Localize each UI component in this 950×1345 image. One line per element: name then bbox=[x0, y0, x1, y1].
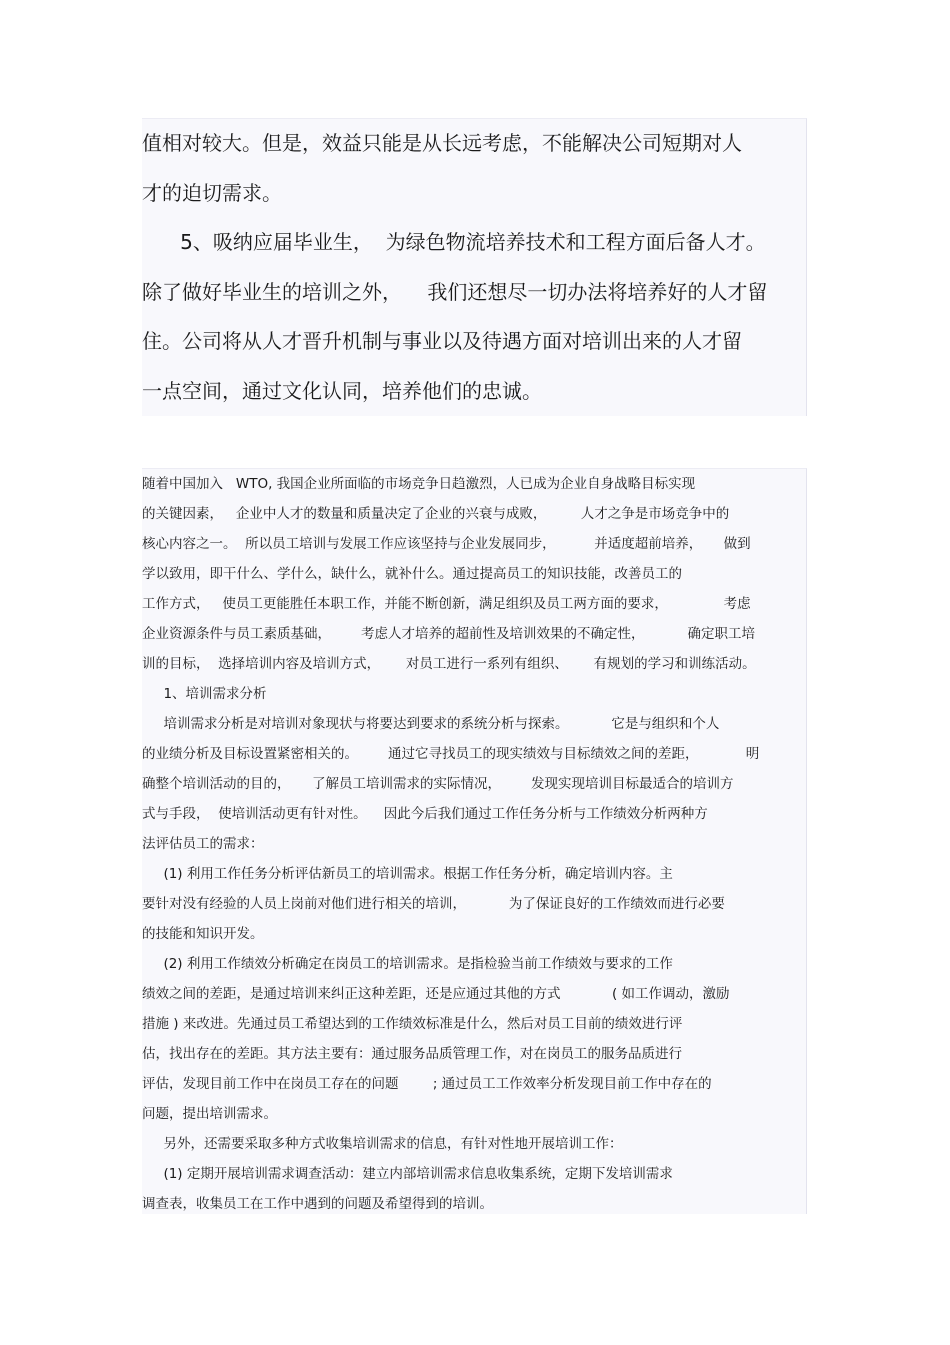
text-line: 法评估员工的需求： bbox=[142, 836, 264, 852]
text-line: 工作方式， 使员工更能胜任本职工作，并能不断创新，满足组织及员工两方面的要求， 考虑 bbox=[142, 596, 751, 612]
text-line: 除了做好毕业生的培训之外， 我们还想尽一切办法将培养好的人才留 bbox=[142, 279, 768, 304]
text-line: (1) 利用工作任务分析评估新员工的培训需求。根据工作任务分析，确定培训内容。主 bbox=[142, 866, 673, 882]
text-line: 企业资源条件与员工素质基础， 考虑人才培养的超前性及培训效果的不确定性， 确定职工培 bbox=[142, 626, 755, 642]
text-line: 另外，还需要采取多种方式收集培训需求的信息，有针对性地开展培训工作： bbox=[142, 1136, 623, 1152]
text-line: 的业绩分析及目标设置紧密相关的。 通过它寻找员工的现实绩效与目标绩效之间的差距， 明 bbox=[142, 746, 760, 762]
text-line: 住。公司将从人才晋升机制与事业以及待遇方面对培训出来的人才留 bbox=[142, 329, 742, 353]
text-line: 评估，发现目前工作中在岗员工存在的问题 ; 通过员工工作效率分析发现目前工作中存在的 bbox=[142, 1076, 712, 1092]
text-line: 一点空间，通过文化认同，培养他们的忠诚。 bbox=[142, 378, 542, 403]
bottom-text-block bbox=[142, 468, 807, 1214]
text-line: 要针对没有经验的人员上岗前对他们进行相关的培训， 为了保证良好的工作绩效而进行必要 bbox=[142, 896, 725, 912]
text-line: 培训需求分析是对培训对象现状与将要达到要求的系统分析与探索。 它是与组织和个人 bbox=[142, 716, 720, 732]
text-line: 确整个培训活动的目的， 了解员工培训需求的实际情况， 发现实现培训目标最适合的培训方 bbox=[142, 776, 734, 792]
text-line: 的技能和知识开发。 bbox=[142, 926, 264, 942]
text-line: 绩效之间的差距，是通过培训来纠正这种差距，还是应通过其他的方式 ( 如工作调动，激励 bbox=[142, 986, 730, 1002]
top-text-block bbox=[142, 118, 807, 416]
text-line: 调查表，收集员工在工作中遇到的问题及希望得到的培训。 bbox=[142, 1196, 493, 1212]
text-line: 核心内容之一。 所以员工培训与发展工作应该坚持与企业发展同步， 并适度超前培养， 做到 bbox=[142, 536, 751, 552]
text-line: 式与手段， 使培训活动更有针对性。 因此今后我们通过工作任务分析与工作绩效分析两种方 bbox=[142, 806, 708, 822]
text-line: (2) 利用工作绩效分析确定在岗员工的培训需求。是指检验当前工作绩效与要求的工作 bbox=[142, 956, 673, 972]
text-line: 学以致用，即干什么、学什么，缺什么，就补什么。通过提高员工的知识技能，改善员工的 bbox=[142, 566, 682, 582]
text-line: 5、吸纳应届毕业生， 为绿色物流培养技术和工程方面后备人才。 bbox=[142, 230, 766, 254]
text-line: 问题，提出培训需求。 bbox=[142, 1106, 277, 1122]
text-line: 值相对较大。但是，效益只能是从长远考虑，不能解决公司短期对人 bbox=[142, 131, 742, 155]
text-line: (1) 定期开展培训需求调查活动：建立内部培训需求信息收集系统，定期下发培训需求 bbox=[142, 1166, 673, 1182]
text-line: 训的目标， 选择培训内容及培训方式， 对员工进行一系列有组织、 有规划的学习和训练活动。 bbox=[142, 656, 756, 672]
text-line: 1、培训需求分析 bbox=[142, 686, 267, 702]
text-line: 才的迫切需求。 bbox=[142, 180, 282, 205]
text-line: 估，找出存在的差距。其方法主要有：通过服务品质管理工作，对在岗员工的服务品质进行 bbox=[142, 1046, 682, 1062]
text-line: 随着中国加入 WTO, 我国企业所面临的市场竞争日趋激烈，人已成为企业自身战略目标实现 bbox=[142, 476, 696, 492]
text-line: 措施 ) 来改进。先通过员工希望达到的工作绩效标准是什么，然后对员工目前的绩效进行评 bbox=[142, 1016, 683, 1032]
text-line: 的关键因素， 企业中人才的数量和质量决定了企业的兴衰与成败， 人才之争是市场竞争中的 bbox=[142, 506, 730, 522]
